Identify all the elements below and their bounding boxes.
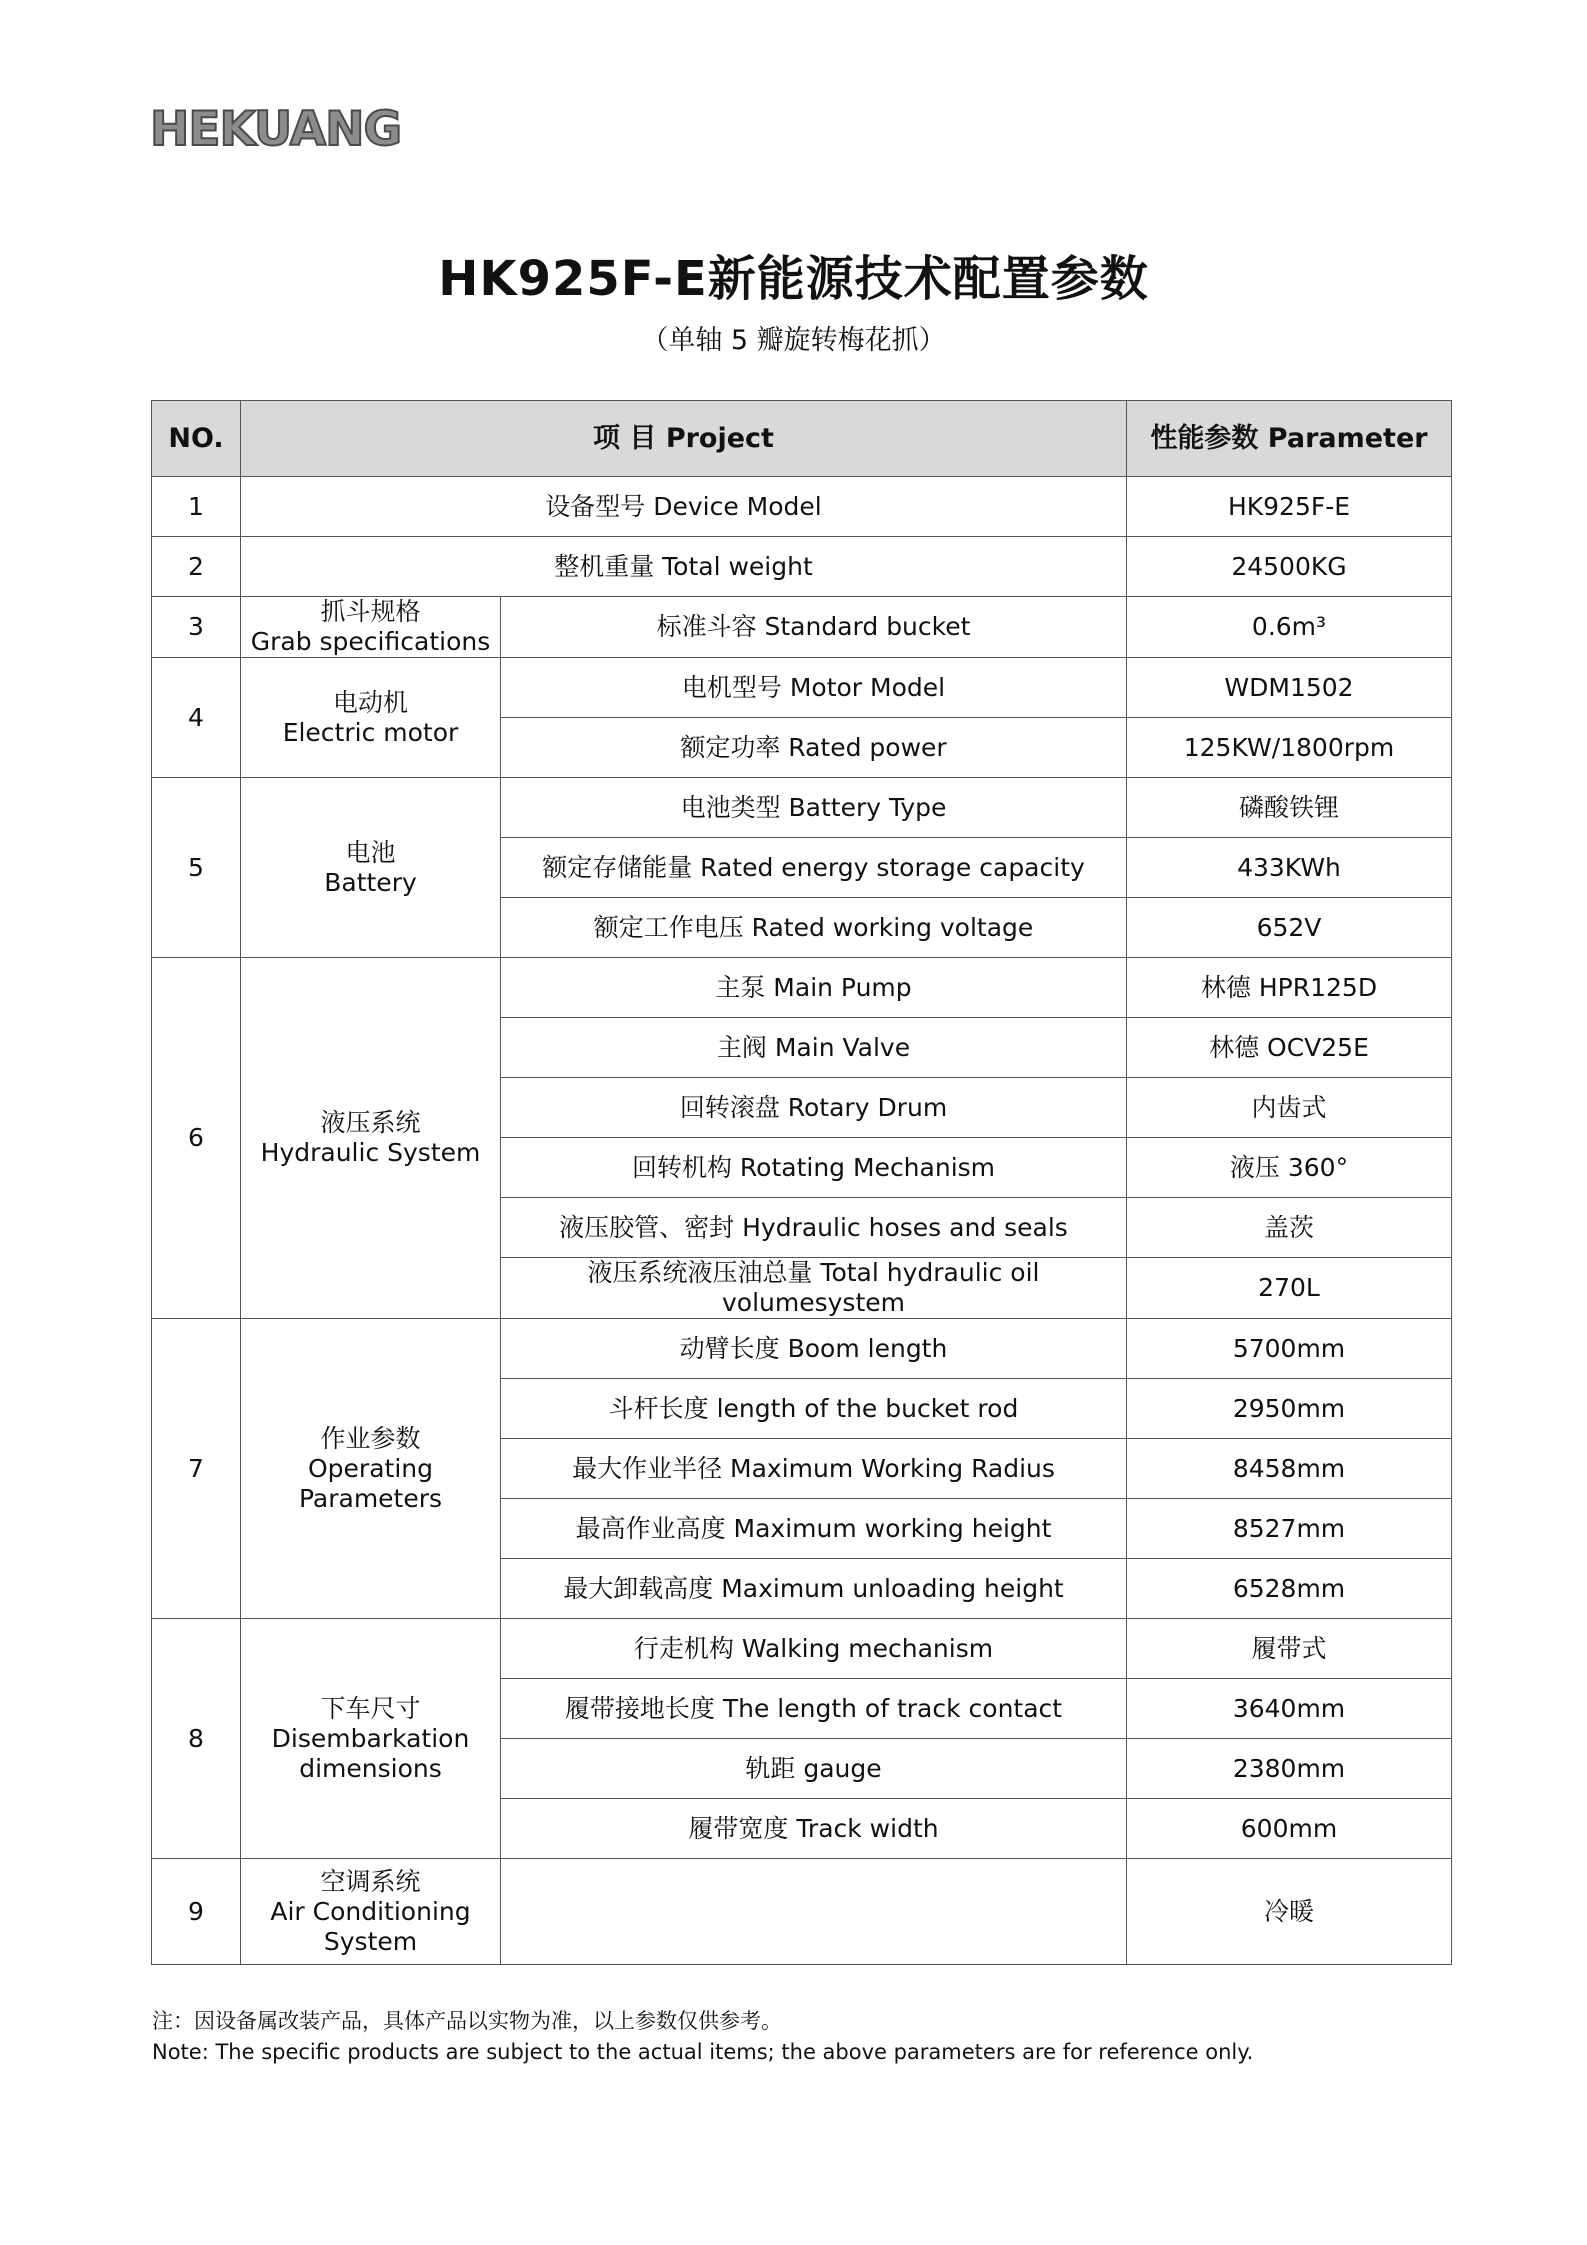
item-cell: 履带接地长度 The length of track contact	[501, 1679, 1127, 1739]
value-cell: 652V	[1127, 898, 1452, 958]
item-cell	[501, 1859, 1127, 1965]
document-subtitle: （单轴 5 瓣旋转梅花抓）	[641, 325, 946, 356]
table-row	[152, 658, 1452, 718]
item-cell: 液压系统液压油总量 Total hydraulic oil volumesystem	[501, 1258, 1127, 1319]
row-number: 4	[152, 658, 241, 778]
value-cell: 冷暖	[1127, 1859, 1452, 1965]
value-cell: 2950mm	[1127, 1379, 1452, 1439]
hekuang-logo	[150, 102, 460, 157]
value-cell: 盖茨	[1127, 1198, 1452, 1258]
item-cell: 标准斗容 Standard bucket	[501, 597, 1127, 658]
value-cell: 600mm	[1127, 1799, 1452, 1859]
item-cell: 动臂长度 Boom length	[501, 1319, 1127, 1379]
category-cell: 作业参数 Operating Parameters	[241, 1319, 501, 1619]
value-cell: 磷酸铁锂	[1127, 778, 1452, 838]
item-cell: 行走机构 Walking mechanism	[501, 1619, 1127, 1679]
footnote-en: Note: The specific products are subject to the actual items; the above parameters are for reference only.	[152, 2040, 1254, 2064]
table-row	[152, 597, 1452, 658]
item-cell: 回转滚盘 Rotary Drum	[501, 1078, 1127, 1138]
table-row	[152, 1319, 1452, 1379]
table-row	[152, 1619, 1452, 1679]
footnote-zh: 注：因设备属改装产品，具体产品以实物为准，以上参数仅供参考。	[152, 2009, 782, 2033]
item-cell: 最高作业高度 Maximum working height	[501, 1499, 1127, 1559]
header-no: NO.	[152, 401, 241, 477]
item-cell: 主泵 Main Pump	[501, 958, 1127, 1018]
value-cell: HK925F-E	[1127, 477, 1452, 537]
category-cell: 电动机 Electric motor	[241, 658, 501, 778]
row-number: 1	[152, 477, 241, 537]
value-cell: 林德 HPR125D	[1127, 958, 1452, 1018]
table-row	[152, 778, 1452, 838]
value-cell: 24500KG	[1127, 537, 1452, 597]
item-cell: 主阀 Main Valve	[501, 1018, 1127, 1078]
header-project: 项 目 Project	[241, 401, 1127, 477]
table-row	[152, 958, 1452, 1018]
value-cell: 林德 OCV25E	[1127, 1018, 1452, 1078]
item-cell: 设备型号 Device Model	[241, 477, 1127, 537]
value-cell: 0.6m³	[1127, 597, 1452, 658]
item-cell: 整机重量 Total weight	[241, 537, 1127, 597]
value-cell: 8527mm	[1127, 1499, 1452, 1559]
item-cell: 液压胶管、密封 Hydraulic hoses and seals	[501, 1198, 1127, 1258]
category-cell: 下车尺寸 Disembarkation dimensions	[241, 1619, 501, 1859]
item-cell: 电机型号 Motor Model	[501, 658, 1127, 718]
item-cell: 斗杆长度 length of the bucket rod	[501, 1379, 1127, 1439]
value-cell: WDM1502	[1127, 658, 1452, 718]
value-cell: 5700mm	[1127, 1319, 1452, 1379]
table-header-row	[152, 401, 1452, 477]
row-number: 8	[152, 1619, 241, 1859]
table-row	[152, 1859, 1452, 1965]
item-cell: 回转机构 Rotating Mechanism	[501, 1138, 1127, 1198]
value-cell: 2380mm	[1127, 1739, 1452, 1799]
value-cell: 125KW/1800rpm	[1127, 718, 1452, 778]
spec-table	[151, 400, 1452, 1965]
value-cell: 3640mm	[1127, 1679, 1452, 1739]
table-row	[152, 537, 1452, 597]
row-number: 3	[152, 597, 241, 658]
footnote	[152, 2006, 1253, 2068]
item-cell: 额定存储能量 Rated energy storage capacity	[501, 838, 1127, 898]
value-cell: 内齿式	[1127, 1078, 1452, 1138]
category-cell: 液压系统 Hydraulic System	[241, 958, 501, 1319]
value-cell: 6528mm	[1127, 1559, 1452, 1619]
value-cell: 433KWh	[1127, 838, 1452, 898]
item-cell: 电池类型 Battery Type	[501, 778, 1127, 838]
item-cell: 履带宽度 Track width	[501, 1799, 1127, 1859]
item-cell: 最大卸载高度 Maximum unloading height	[501, 1559, 1127, 1619]
item-cell: 额定功率 Rated power	[501, 718, 1127, 778]
row-number: 7	[152, 1319, 241, 1619]
row-number: 6	[152, 958, 241, 1319]
row-number: 2	[152, 537, 241, 597]
value-cell: 8458mm	[1127, 1439, 1452, 1499]
logo-wordmark: HEKUANG	[150, 102, 402, 157]
category-cell: 抓斗规格 Grab specifications	[241, 597, 501, 658]
value-cell: 液压 360°	[1127, 1138, 1452, 1198]
value-cell: 270L	[1127, 1258, 1452, 1319]
header-parameter: 性能参数 Parameter	[1127, 401, 1452, 477]
table-row	[152, 477, 1452, 537]
row-number: 5	[152, 778, 241, 958]
item-cell: 最大作业半径 Maximum Working Radius	[501, 1439, 1127, 1499]
item-cell: 轨距 gauge	[501, 1739, 1127, 1799]
value-cell: 履带式	[1127, 1619, 1452, 1679]
category-cell: 电池 Battery	[241, 778, 501, 958]
document-title: HK925F-E新能源技术配置参数	[438, 251, 1149, 307]
category-cell: 空调系统 Air Conditioning System	[241, 1859, 501, 1965]
item-cell: 额定工作电压 Rated working voltage	[501, 898, 1127, 958]
row-number: 9	[152, 1859, 241, 1965]
